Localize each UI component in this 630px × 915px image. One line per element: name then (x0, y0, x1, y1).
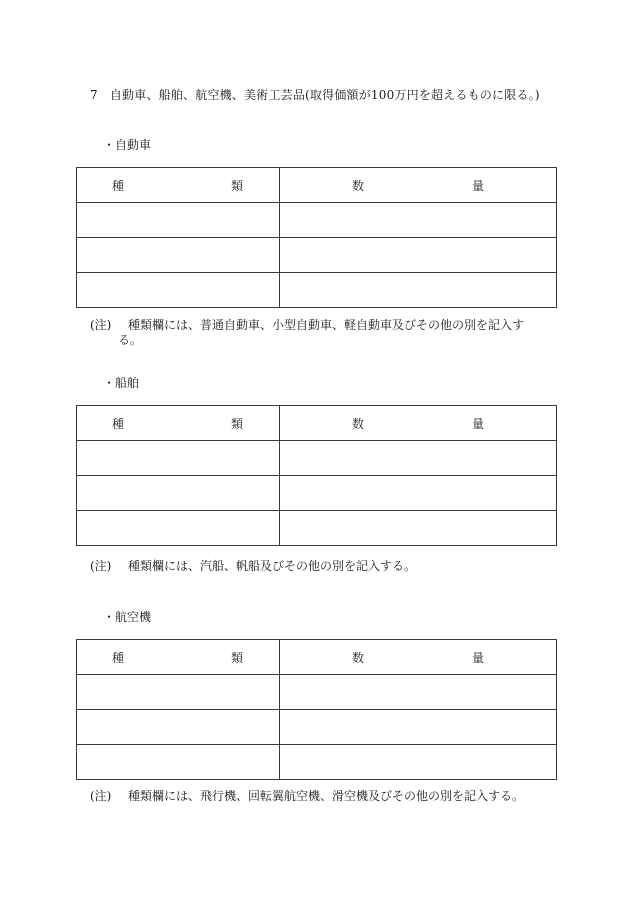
header-qty-char-1: 数 (352, 416, 365, 431)
header-qty-char-1: 数 (352, 178, 365, 193)
cell-kind[interactable] (77, 238, 280, 273)
table-row (77, 476, 557, 511)
section-title (90, 86, 540, 103)
note-aircraft (90, 789, 524, 804)
header-kind-char-2: 類 (230, 178, 243, 193)
table-row (77, 441, 557, 476)
table-row (77, 203, 557, 238)
table-row (77, 511, 557, 546)
section-number: 7 (90, 88, 98, 102)
header-quantity (280, 406, 557, 441)
table-header-row (77, 168, 557, 203)
cell-quantity[interactable] (280, 476, 557, 511)
header-kind-char-1: 種 (112, 416, 125, 431)
cell-kind[interactable] (77, 476, 280, 511)
heading-aircraft: ・航空機 (103, 610, 152, 624)
header-kind (77, 640, 280, 675)
note-text-continued: る。 (118, 333, 143, 347)
cell-quantity[interactable] (280, 441, 557, 476)
header-quantity (280, 168, 557, 203)
header-qty-char-2: 量 (471, 650, 484, 665)
table-row (77, 238, 557, 273)
cell-quantity[interactable] (280, 203, 557, 238)
cell-kind[interactable] (77, 273, 280, 308)
header-quantity (280, 640, 557, 675)
note-label: (注) (90, 318, 112, 332)
cell-kind[interactable] (77, 710, 280, 745)
table-row (77, 745, 557, 780)
header-kind-char-1: 種 (112, 650, 125, 665)
header-kind (77, 406, 280, 441)
note-text: 種類欄には、飛行機、回転翼航空機、滑空機及びその他の別を記入する。 (128, 789, 525, 803)
note-ship (90, 559, 416, 574)
note-text: 種類欄には、普通自動車、小型自動車、軽自動車及びその他の別を記入す (128, 318, 525, 332)
table-header-row (77, 406, 557, 441)
cell-quantity[interactable] (280, 273, 557, 308)
cell-quantity[interactable] (280, 238, 557, 273)
cell-kind[interactable] (77, 441, 280, 476)
header-kind-char-2: 類 (230, 650, 243, 665)
table-ship (76, 405, 557, 546)
header-qty-char-2: 量 (471, 416, 484, 431)
heading-automobile: ・自動車 (103, 138, 152, 152)
cell-kind[interactable] (77, 745, 280, 780)
note-text: 種類欄には、汽船、帆船及びその他の別を記入する。 (128, 559, 417, 573)
table-row (77, 675, 557, 710)
heading-ship: ・船舶 (103, 376, 140, 390)
table-header-row (77, 640, 557, 675)
header-qty-char-2: 量 (471, 178, 484, 193)
note-automobile (90, 318, 524, 348)
header-qty-char-1: 数 (352, 650, 365, 665)
table-aircraft (76, 639, 557, 780)
table-row (77, 273, 557, 308)
section-title-text: 自動車、船舶、航空機、美術工芸品(取得価額が100万円を超えるものに限る。) (109, 88, 540, 102)
cell-quantity[interactable] (280, 745, 557, 780)
cell-quantity[interactable] (280, 710, 557, 745)
note-label: (注) (90, 789, 112, 803)
table-row (77, 710, 557, 745)
table-automobile (76, 167, 557, 308)
cell-kind[interactable] (77, 511, 280, 546)
cell-quantity[interactable] (280, 511, 557, 546)
header-kind (77, 168, 280, 203)
header-kind-char-2: 類 (230, 416, 243, 431)
cell-kind[interactable] (77, 203, 280, 238)
header-kind-char-1: 種 (112, 178, 125, 193)
note-label: (注) (90, 559, 112, 573)
cell-kind[interactable] (77, 675, 280, 710)
cell-quantity[interactable] (280, 675, 557, 710)
